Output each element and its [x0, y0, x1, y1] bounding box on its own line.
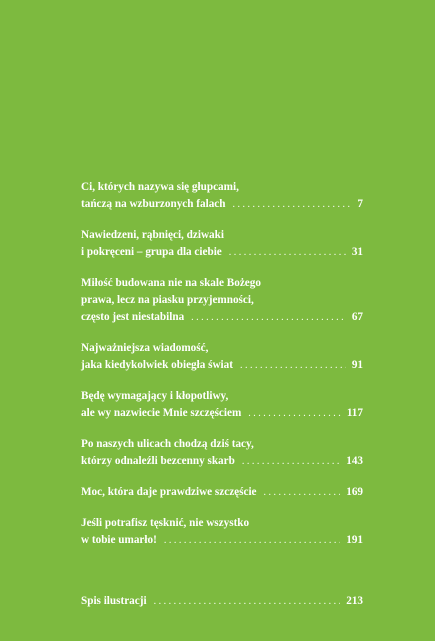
toc-entry-page-number: 143	[346, 455, 363, 467]
toc-entry[interactable]	[81, 227, 363, 261]
toc-entry-title-line: i pokręceni – grupa dla ciebie	[81, 246, 222, 258]
toc-entry-title-line: Ci, których nazywa się głupcami,	[81, 181, 239, 193]
dot-leader	[248, 405, 341, 422]
toc-entry[interactable]	[81, 515, 363, 549]
toc-entry-title-line: Najważniejsza wiadomość,	[81, 342, 209, 354]
dot-leader	[164, 532, 340, 549]
table-of-contents	[81, 179, 363, 624]
toc-entry-page-number: 213	[346, 595, 363, 607]
toc-entry-title-line: Moc, która daje prawdziwe szczęście	[81, 486, 257, 498]
toc-entry-page-number: 91	[351, 359, 363, 371]
toc-entry-title-line: którzy odnaleźli bezcenny skarb	[81, 455, 235, 467]
toc-entry-page-number: 31	[351, 246, 363, 258]
toc-entry-title-line: Po naszych ulicach chodzą dziś tacy,	[81, 438, 254, 450]
toc-entry-page-number: 7	[357, 198, 363, 210]
toc-entry-page-number: 67	[351, 311, 363, 323]
toc-entry[interactable]	[81, 340, 363, 374]
toc-entry[interactable]	[81, 436, 363, 470]
dot-leader	[154, 593, 341, 610]
toc-entry-title-line: ale wy nazwiecie Mnie szczęściem	[81, 407, 242, 419]
toc-entry-title-line: tańczą na wzburzonych falach	[81, 198, 226, 210]
toc-entry-title-line: Będę wymagający i kłopotliwy,	[81, 390, 229, 402]
dot-leader	[242, 453, 340, 470]
dot-leader	[191, 309, 346, 326]
toc-entry[interactable]	[81, 179, 363, 213]
toc-entry-title-line: Jeśli potrafisz tęsknić, nie wszystko	[81, 517, 250, 529]
toc-entry-page-number: 191	[346, 534, 363, 546]
section-gap	[81, 563, 363, 593]
toc-entry-illustrations[interactable]	[81, 593, 363, 610]
toc-entry[interactable]	[81, 388, 363, 422]
dot-leader	[240, 357, 346, 374]
toc-entry-title-line: Spis ilustracji	[81, 595, 147, 607]
toc-entry-title-line: w tobie umarło!	[81, 534, 157, 546]
dot-leader	[264, 484, 341, 501]
toc-entry[interactable]	[81, 275, 363, 326]
toc-entry-title-line: często jest niestabilna	[81, 311, 185, 323]
toc-entry-title-line: Miłość budowana nie na skale Bożego	[81, 277, 261, 289]
toc-entry-title-line: jaka kiedykolwiek obiegła świat	[81, 359, 233, 371]
toc-entry-title-line: Nawiedzeni, rąbnięci, dziwaki	[81, 229, 224, 241]
toc-entry-page-number: 117	[346, 407, 363, 419]
dot-leader	[233, 196, 352, 213]
toc-entry-page-number: 169	[346, 486, 363, 498]
toc-entry[interactable]	[81, 484, 363, 501]
toc-entry-title-line: prawa, lecz na piasku przyjemności,	[81, 294, 254, 306]
dot-leader	[229, 244, 346, 261]
